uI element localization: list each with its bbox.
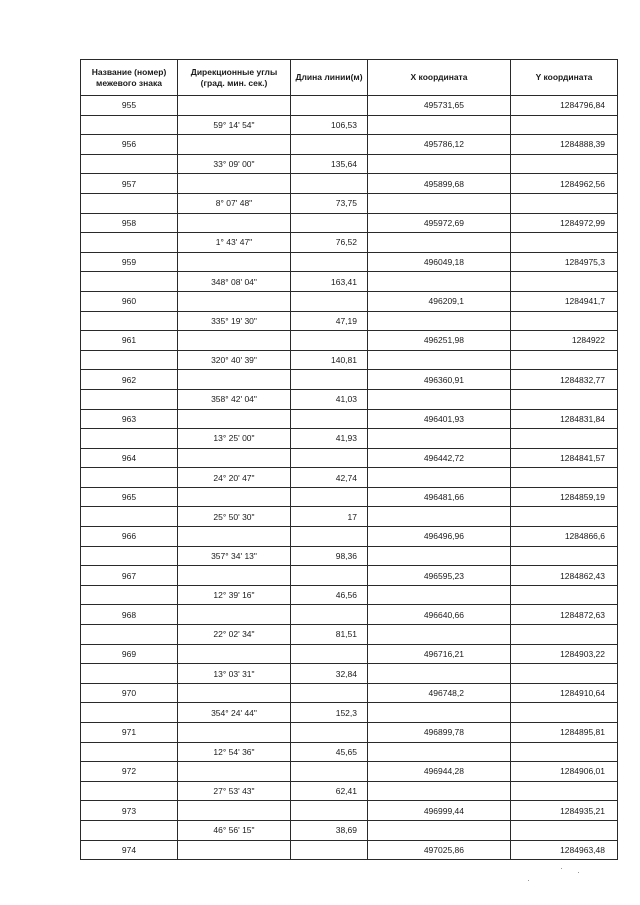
directional-angle-cell: 357° 34' 13" [178,546,291,566]
segment-row [81,468,618,488]
empty-cell [178,566,291,586]
empty-cell [511,703,618,723]
line-length-cell: 98,36 [291,546,368,566]
empty-cell [511,742,618,762]
empty-cell [291,370,368,390]
segment-row [81,781,618,801]
y-coordinate-cell: 1284895,81 [511,723,618,743]
point-name-cell: 966 [81,527,178,547]
header-y-coordinate: Y координата [511,60,618,96]
empty-cell [511,115,618,135]
empty-cell [511,664,618,684]
x-coordinate-cell: 496496,96 [368,527,511,547]
directional-angle-cell: 354° 24' 44" [178,703,291,723]
point-name-cell: 973 [81,801,178,821]
empty-cell [511,311,618,331]
empty-cell [178,370,291,390]
empty-cell [368,703,511,723]
x-coordinate-cell: 496360,91 [368,370,511,390]
point-row [81,174,618,194]
point-row [81,370,618,390]
line-length-cell: 41,93 [291,429,368,449]
point-name-cell: 960 [81,291,178,311]
header-line-length: Длина линии(м) [291,60,368,96]
empty-cell [511,585,618,605]
empty-cell [178,801,291,821]
directional-angle-cell: 12° 54' 36" [178,742,291,762]
segment-row [81,389,618,409]
header-directional-angle: Дирекционные углы (град. мин. сек.) [178,60,291,96]
empty-cell [368,468,511,488]
empty-cell [291,644,368,664]
empty-cell [291,487,368,507]
empty-cell [368,742,511,762]
empty-cell [81,468,178,488]
line-length-cell: 73,75 [291,193,368,213]
empty-cell [81,820,178,840]
empty-cell [368,781,511,801]
point-row [81,448,618,468]
y-coordinate-cell: 1284910,64 [511,683,618,703]
empty-cell [81,115,178,135]
empty-cell [178,135,291,155]
x-coordinate-cell: 495972,69 [368,213,511,233]
line-length-cell: 32,84 [291,664,368,684]
directional-angle-cell: 358° 42' 04" [178,389,291,409]
scan-speck [578,872,579,873]
empty-cell [291,683,368,703]
segment-row [81,154,618,174]
empty-cell [178,605,291,625]
point-name-cell: 959 [81,252,178,272]
empty-cell [178,723,291,743]
empty-cell [178,448,291,468]
empty-cell [178,331,291,351]
segment-row [81,546,618,566]
point-name-cell: 974 [81,840,178,860]
point-row [81,527,618,547]
empty-cell [291,135,368,155]
empty-cell [81,781,178,801]
point-row [81,213,618,233]
line-length-cell: 81,51 [291,625,368,645]
segment-row [81,115,618,135]
directional-angle-cell: 320° 40' 39" [178,350,291,370]
empty-cell [291,723,368,743]
empty-cell [178,487,291,507]
directional-angle-cell: 46° 56' 15" [178,820,291,840]
empty-cell [368,350,511,370]
y-coordinate-cell: 1284862,43 [511,566,618,586]
point-name-cell: 968 [81,605,178,625]
x-coordinate-cell: 496716,21 [368,644,511,664]
empty-cell [291,801,368,821]
empty-cell [81,703,178,723]
point-row [81,135,618,155]
empty-cell [81,193,178,213]
segment-row [81,507,618,527]
x-coordinate-cell: 496640,66 [368,605,511,625]
point-row [81,291,618,311]
x-coordinate-cell: 496401,93 [368,409,511,429]
directional-angle-cell: 348° 08' 04" [178,272,291,292]
empty-cell [178,252,291,272]
line-length-cell: 163,41 [291,272,368,292]
point-row [81,801,618,821]
empty-cell [81,507,178,527]
point-name-cell: 965 [81,487,178,507]
empty-cell [291,291,368,311]
directional-angle-cell: 27° 53' 43" [178,781,291,801]
empty-cell [511,154,618,174]
empty-cell [368,193,511,213]
y-coordinate-cell: 1284941,7 [511,291,618,311]
x-coordinate-cell: 496944,28 [368,762,511,782]
empty-cell [511,546,618,566]
segment-row [81,742,618,762]
x-coordinate-cell: 496748,2 [368,683,511,703]
point-row [81,840,618,860]
empty-cell [511,272,618,292]
empty-cell [178,96,291,116]
empty-cell [368,233,511,253]
empty-cell [178,762,291,782]
line-length-cell: 38,69 [291,820,368,840]
y-coordinate-cell: 1284888,39 [511,135,618,155]
empty-cell [368,664,511,684]
y-coordinate-cell: 1284962,56 [511,174,618,194]
empty-cell [511,233,618,253]
point-name-cell: 971 [81,723,178,743]
segment-row [81,585,618,605]
segment-row [81,272,618,292]
y-coordinate-cell: 1284831,84 [511,409,618,429]
table-body [81,96,618,860]
empty-cell [291,448,368,468]
y-coordinate-cell: 1284903,22 [511,644,618,664]
empty-cell [368,389,511,409]
boundary-coordinates-table [80,59,618,860]
segment-row [81,311,618,331]
point-row [81,605,618,625]
point-name-cell: 964 [81,448,178,468]
directional-angle-cell: 59° 14' 54" [178,115,291,135]
point-name-cell: 967 [81,566,178,586]
segment-row [81,625,618,645]
empty-cell [291,527,368,547]
empty-cell [368,115,511,135]
empty-cell [368,546,511,566]
point-row [81,96,618,116]
empty-cell [291,762,368,782]
line-length-cell: 106,53 [291,115,368,135]
empty-cell [291,174,368,194]
empty-cell [368,154,511,174]
empty-cell [291,96,368,116]
empty-cell [81,742,178,762]
empty-cell [81,350,178,370]
empty-cell [368,429,511,449]
directional-angle-cell: 13° 03' 31" [178,664,291,684]
empty-cell [511,389,618,409]
empty-cell [81,585,178,605]
empty-cell [178,683,291,703]
line-length-cell: 140,81 [291,350,368,370]
y-coordinate-cell: 1284841,57 [511,448,618,468]
x-coordinate-cell: 496999,44 [368,801,511,821]
y-coordinate-cell: 1284975,3 [511,252,618,272]
segment-row [81,429,618,449]
empty-cell [511,350,618,370]
line-length-cell: 135,64 [291,154,368,174]
line-length-cell: 62,41 [291,781,368,801]
line-length-cell: 76,52 [291,233,368,253]
empty-cell [511,429,618,449]
empty-cell [178,213,291,233]
empty-cell [291,840,368,860]
point-row [81,723,618,743]
x-coordinate-cell: 495731,65 [368,96,511,116]
directional-angle-cell: 1° 43' 47" [178,233,291,253]
x-coordinate-cell: 496899,78 [368,723,511,743]
x-coordinate-cell: 496595,23 [368,566,511,586]
segment-row [81,233,618,253]
header-x-coordinate: X координата [368,60,511,96]
y-coordinate-cell: 1284796,84 [511,96,618,116]
empty-cell [368,820,511,840]
table-header-row [81,60,618,96]
empty-cell [511,507,618,527]
empty-cell [81,389,178,409]
x-coordinate-cell: 496251,98 [368,331,511,351]
point-name-cell: 969 [81,644,178,664]
y-coordinate-cell: 1284922 [511,331,618,351]
header-point-name: Название (номер) межевого знака [81,60,178,96]
y-coordinate-cell: 1284832,77 [511,370,618,390]
y-coordinate-cell: 1284935,21 [511,801,618,821]
point-row [81,644,618,664]
x-coordinate-cell: 496049,18 [368,252,511,272]
empty-cell [178,409,291,429]
y-coordinate-cell: 1284866,6 [511,527,618,547]
point-row [81,566,618,586]
empty-cell [511,468,618,488]
line-length-cell: 47,19 [291,311,368,331]
line-length-cell: 42,74 [291,468,368,488]
point-row [81,762,618,782]
point-name-cell: 958 [81,213,178,233]
y-coordinate-cell: 1284972,99 [511,213,618,233]
empty-cell [511,820,618,840]
empty-cell [291,213,368,233]
point-name-cell: 963 [81,409,178,429]
y-coordinate-cell: 1284963,48 [511,840,618,860]
scan-speck [561,868,562,869]
segment-row [81,820,618,840]
x-coordinate-cell: 497025,86 [368,840,511,860]
directional-angle-cell: 335° 19' 30" [178,311,291,331]
directional-angle-cell: 25° 50' 30" [178,507,291,527]
empty-cell [178,644,291,664]
point-name-cell: 970 [81,683,178,703]
empty-cell [81,546,178,566]
directional-angle-cell: 13° 25' 00" [178,429,291,449]
empty-cell [81,272,178,292]
empty-cell [368,625,511,645]
directional-angle-cell: 24° 20' 47" [178,468,291,488]
empty-cell [81,233,178,253]
point-row [81,331,618,351]
directional-angle-cell: 8° 07' 48" [178,193,291,213]
x-coordinate-cell: 496209,1 [368,291,511,311]
line-length-cell: 45,65 [291,742,368,762]
scan-speck [528,880,529,881]
empty-cell [511,625,618,645]
line-length-cell: 17 [291,507,368,527]
empty-cell [178,174,291,194]
x-coordinate-cell: 495786,12 [368,135,511,155]
x-coordinate-cell: 496481,66 [368,487,511,507]
y-coordinate-cell: 1284872,63 [511,605,618,625]
y-coordinate-cell: 1284859,19 [511,487,618,507]
empty-cell [81,625,178,645]
empty-cell [81,429,178,449]
segment-row [81,703,618,723]
directional-angle-cell: 33° 09' 00" [178,154,291,174]
empty-cell [81,154,178,174]
empty-cell [291,605,368,625]
empty-cell [368,507,511,527]
point-row [81,487,618,507]
empty-cell [291,252,368,272]
empty-cell [511,781,618,801]
point-name-cell: 962 [81,370,178,390]
point-name-cell: 957 [81,174,178,194]
directional-angle-cell: 12° 39' 16" [178,585,291,605]
line-length-cell: 46,56 [291,585,368,605]
segment-row [81,664,618,684]
empty-cell [291,566,368,586]
y-coordinate-cell: 1284906,01 [511,762,618,782]
empty-cell [368,311,511,331]
segment-row [81,193,618,213]
empty-cell [291,331,368,351]
point-name-cell: 972 [81,762,178,782]
point-name-cell: 961 [81,331,178,351]
empty-cell [368,585,511,605]
x-coordinate-cell: 496442,72 [368,448,511,468]
line-length-cell: 152,3 [291,703,368,723]
empty-cell [81,311,178,331]
empty-cell [81,664,178,684]
empty-cell [291,409,368,429]
point-row [81,409,618,429]
segment-row [81,350,618,370]
point-name-cell: 956 [81,135,178,155]
empty-cell [511,193,618,213]
empty-cell [178,527,291,547]
x-coordinate-cell: 495899,68 [368,174,511,194]
point-row [81,252,618,272]
point-name-cell: 955 [81,96,178,116]
point-row [81,683,618,703]
empty-cell [368,272,511,292]
empty-cell [178,291,291,311]
empty-cell [178,840,291,860]
directional-angle-cell: 22° 02' 34" [178,625,291,645]
line-length-cell: 41,03 [291,389,368,409]
